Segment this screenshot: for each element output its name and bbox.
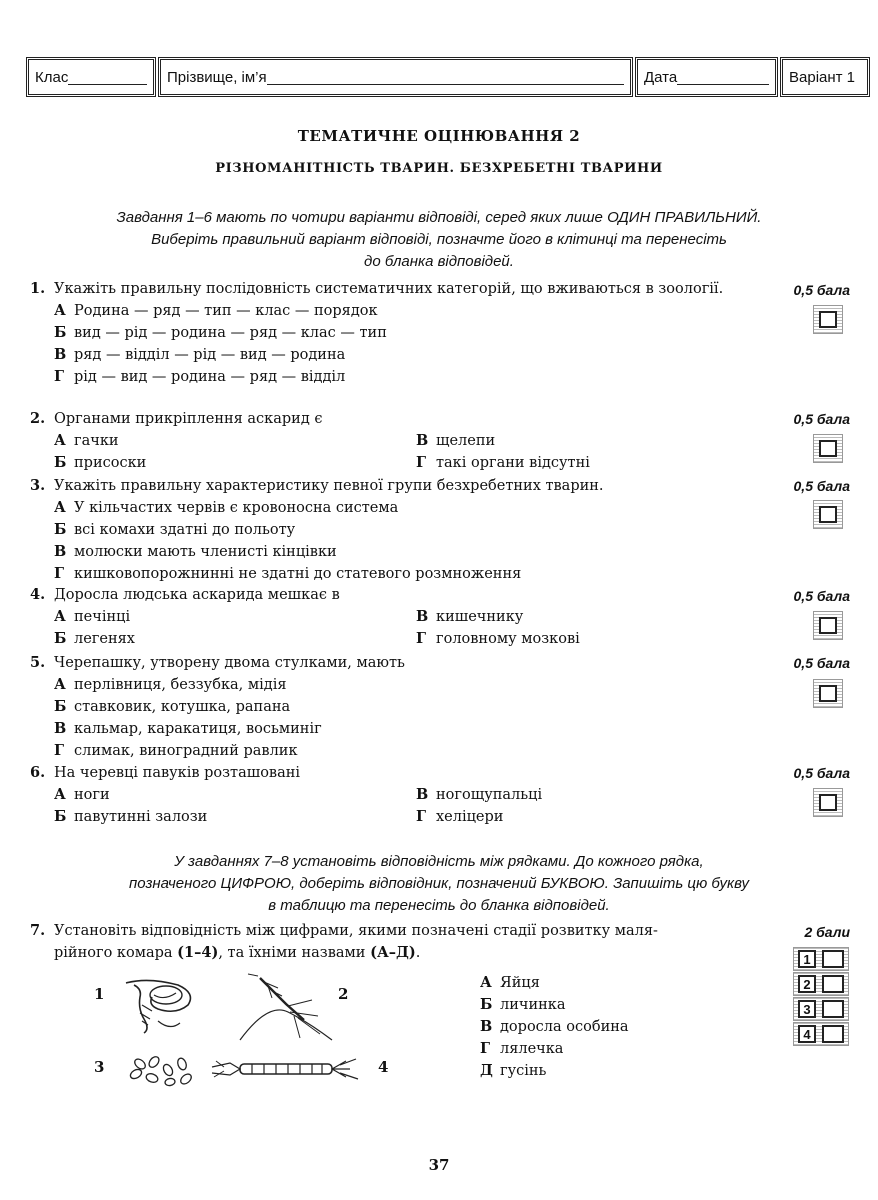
row-number: 1 bbox=[798, 950, 816, 968]
option: Г рід — вид — родина — ряд — відділ bbox=[54, 368, 346, 385]
option: А У кільчастих червів є кровоносна система bbox=[54, 499, 399, 516]
question-1 bbox=[30, 278, 750, 388]
points-label: 0,5 бала bbox=[793, 588, 850, 604]
answer-box[interactable] bbox=[813, 788, 843, 817]
answer-grid bbox=[793, 947, 849, 1047]
answer-row bbox=[793, 972, 849, 996]
question-stem: Укажіть правильну послідовність систематичних категорій, що вживаються в зоології. bbox=[54, 281, 724, 297]
question-number: 1. bbox=[30, 280, 46, 297]
option: Г кишковопорожнинні не здатні до статевого розмноження bbox=[54, 565, 522, 582]
answer-cell[interactable] bbox=[822, 950, 844, 968]
instruction-line: в таблицю та перенесіть до бланка відповідей. bbox=[268, 897, 610, 914]
question-number: 7. bbox=[30, 922, 46, 939]
option: А ноги bbox=[54, 786, 110, 803]
question-number: 5. bbox=[30, 654, 46, 671]
page-subtitle: РІЗНОМАНІТНІСТЬ ТВАРИН. БЕЗХРЕБЕТНІ ТВАРИНИ bbox=[215, 161, 663, 176]
option: В молюски мають членисті кінцівки bbox=[54, 543, 337, 560]
option: Г хеліцери bbox=[416, 808, 504, 825]
row-number: 2 bbox=[798, 975, 816, 993]
answer-box[interactable] bbox=[813, 679, 843, 708]
question-stem-line-2: рійного комара (1–4), та їхніми назвами (А–Д). bbox=[54, 944, 421, 961]
instruction-line: Завдання 1–6 мають по чотири варіанти відповіді, серед яких лише ОДИН ПРАВИЛЬНИЙ. bbox=[116, 209, 762, 226]
option: Б вид — рід — родина — ряд — клас — тип bbox=[54, 324, 387, 341]
option: Г лялечка bbox=[480, 1040, 564, 1057]
option: В щелепи bbox=[416, 432, 496, 449]
figure-label-4: 4 bbox=[378, 1058, 389, 1076]
option: А перлівниця, беззубка, мідія bbox=[54, 676, 287, 693]
answer-row bbox=[793, 1022, 849, 1046]
class-label: Клас bbox=[35, 68, 69, 86]
answer-row bbox=[793, 947, 849, 971]
option: Б легенях bbox=[54, 630, 135, 647]
option: В доросла особина bbox=[480, 1018, 629, 1035]
option: Б личинка bbox=[480, 996, 566, 1013]
variant-label: Варіант 1 bbox=[789, 68, 856, 86]
answer-box[interactable] bbox=[813, 434, 843, 463]
question-number: 6. bbox=[30, 764, 46, 781]
page-number: 37 bbox=[428, 1156, 450, 1174]
question-5 bbox=[30, 652, 750, 762]
points-label: 0,5 бала bbox=[793, 478, 850, 494]
eggs-illustration bbox=[126, 1052, 198, 1088]
option: А печінці bbox=[54, 608, 131, 625]
question-6 bbox=[30, 762, 750, 828]
question-3 bbox=[30, 475, 750, 585]
points-label: 0,5 бала bbox=[793, 765, 850, 781]
date-field[interactable] bbox=[635, 57, 778, 97]
option: В ногощупальці bbox=[416, 786, 543, 803]
instructions-1-6 bbox=[40, 207, 838, 273]
points-label: 0,5 бала bbox=[793, 282, 850, 298]
option: А Яйця bbox=[480, 974, 540, 991]
header-table bbox=[26, 57, 856, 97]
question-7 bbox=[30, 920, 750, 964]
option: А гачки bbox=[54, 432, 119, 449]
instruction-line: У завданнях 7–8 установіть відповідність між рядками. До кожного рядка, bbox=[174, 853, 704, 870]
answer-row bbox=[793, 997, 849, 1021]
option: Г такі органи відсутні bbox=[416, 454, 590, 471]
instruction-line: Виберіть правильний варіант відповіді, позначте його в клітинці та перенесіть bbox=[151, 231, 727, 248]
q7-options bbox=[480, 972, 629, 1082]
points-label: 0,5 бала bbox=[793, 655, 850, 671]
figure-label-2: 2 bbox=[338, 985, 349, 1003]
option: Д гусінь bbox=[480, 1062, 547, 1079]
class-field[interactable] bbox=[26, 57, 156, 97]
points-label: 2 бали bbox=[804, 924, 850, 940]
row-number: 3 bbox=[798, 1000, 816, 1018]
instruction-line: до бланка відповідей. bbox=[364, 253, 514, 270]
pupa-illustration bbox=[118, 975, 218, 1037]
question-stem: На черевці павуків розташовані bbox=[54, 765, 301, 781]
answer-box[interactable] bbox=[813, 500, 843, 529]
page-title: ТЕМАТИЧНЕ ОЦІНЮВАННЯ 2 bbox=[297, 127, 581, 145]
question-number: 4. bbox=[30, 586, 46, 603]
option: Г слимак, виноградний равлик bbox=[54, 742, 298, 759]
instructions-7-8 bbox=[40, 851, 838, 917]
name-field[interactable] bbox=[158, 57, 633, 97]
option: А Родина — ряд — тип — клас — порядок bbox=[54, 302, 378, 319]
row-number: 4 bbox=[798, 1025, 816, 1043]
option: В кальмар, каракатиця, восьминіг bbox=[54, 720, 322, 737]
option: Б присоски bbox=[54, 454, 147, 471]
name-label: Прізвище, ім’я bbox=[167, 68, 267, 86]
question-number: 3. bbox=[30, 477, 46, 494]
question-number: 2. bbox=[30, 410, 46, 427]
question-stem: Органами прикріплення аскарид є bbox=[54, 411, 323, 427]
date-label: Дата bbox=[644, 68, 678, 86]
figure-label-3: 3 bbox=[94, 1058, 105, 1076]
answer-box[interactable] bbox=[813, 611, 843, 640]
variant-cell bbox=[780, 57, 870, 97]
option: В кишечнику bbox=[416, 608, 524, 625]
answer-cell[interactable] bbox=[822, 1025, 844, 1043]
question-4 bbox=[30, 584, 750, 650]
option: Б всі комахи здатні до польоту bbox=[54, 521, 296, 538]
question-stem: Черепашку, утворену двома стулками, мають bbox=[54, 655, 405, 671]
question-2 bbox=[30, 408, 750, 474]
option: В ряд — відділ — рід — вид — родина bbox=[54, 346, 346, 363]
option: Б ставковик, котушка, рапана bbox=[54, 698, 291, 715]
figure-label-1: 1 bbox=[94, 985, 105, 1003]
option: Г головному мозкові bbox=[416, 630, 580, 647]
instruction-line: позначеного ЦИФРОЮ, доберіть відповідник, позначений БУКВОЮ. Запишіть цю букву bbox=[129, 875, 749, 892]
question-stem: Доросла людська аскарида мешкає в bbox=[54, 587, 340, 603]
points-label: 0,5 бала bbox=[793, 411, 850, 427]
answer-box[interactable] bbox=[813, 305, 843, 334]
answer-cell[interactable] bbox=[822, 1000, 844, 1018]
answer-cell[interactable] bbox=[822, 975, 844, 993]
question-stem: Установіть відповідність між цифрами, якими позначені стадії розвитку маля- bbox=[54, 923, 658, 939]
larva-illustration bbox=[210, 1055, 362, 1085]
adult-mosquito-illustration bbox=[238, 972, 334, 1042]
option: Б павутинні залози bbox=[54, 808, 208, 825]
question-stem: Укажіть правильну характеристику певної групи безхребетних тварин. bbox=[54, 478, 604, 494]
